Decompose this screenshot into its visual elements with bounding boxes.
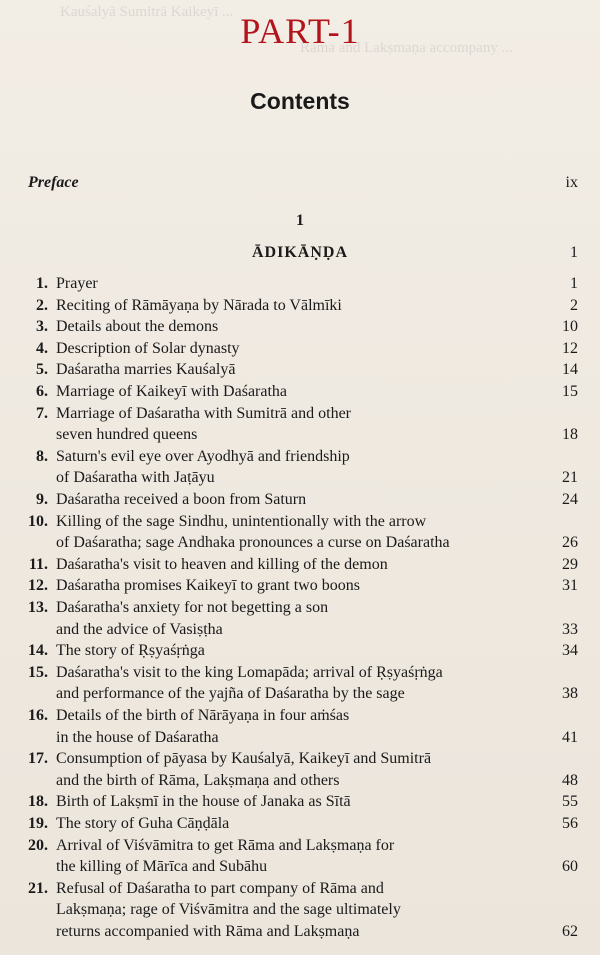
entry-number: 1. xyxy=(36,275,48,292)
entry-title-line: returns accompanied with Rāma and Lakṣmaṇa xyxy=(56,922,360,940)
entry-title xyxy=(56,359,524,381)
entry-title xyxy=(56,640,524,662)
entry-title xyxy=(56,813,524,835)
section-number: 1 xyxy=(296,212,304,229)
entry-title-line: and the advice of Vasiṣṭha xyxy=(56,620,223,638)
entry-title xyxy=(56,575,524,597)
entry-page: 1 xyxy=(570,275,578,292)
entry-title xyxy=(56,554,524,576)
entry-title-line: Marriage of Daśaratha with Sumitrā and other xyxy=(56,404,352,422)
entry-title-line: of Daśaratha; sage Andhaka pronounces a curse on Daśaratha xyxy=(56,534,450,552)
toc-entry[interactable] xyxy=(20,273,578,295)
entry-title xyxy=(56,338,524,360)
preface-label: Preface xyxy=(28,174,79,191)
entry-number: 15. xyxy=(28,663,48,681)
entry-title-line: The story of Guha Cāṇḍāla xyxy=(56,815,230,832)
entry-number: 8. xyxy=(36,447,48,465)
entry-title-line: in the house of Daśaratha xyxy=(56,728,219,746)
entry-page: 48 xyxy=(562,771,578,789)
entry-title-line: Daśaratha's visit to heaven and killing of the demon xyxy=(56,555,388,573)
entry-number: 21. xyxy=(28,879,48,897)
entry-title xyxy=(56,705,524,748)
entry-page: 29 xyxy=(562,555,578,573)
toc-entry[interactable] xyxy=(20,359,578,381)
entry-title-line: Description of Solar dynasty xyxy=(56,339,240,357)
entry-title-line: Daśaratha's visit to the king Lomapāda; arrival of Ṛṣyaśṛṅga xyxy=(56,663,443,681)
toc-entry[interactable] xyxy=(20,705,578,748)
toc-entry[interactable] xyxy=(20,554,578,576)
entry-title xyxy=(56,597,524,640)
toc-entry[interactable] xyxy=(20,791,578,813)
entry-page: 55 xyxy=(562,793,578,811)
entry-title xyxy=(56,273,524,295)
entry-number: 13. xyxy=(28,599,48,616)
entry-page: 21 xyxy=(562,469,578,487)
entry-title xyxy=(56,511,524,554)
toc-entry[interactable] xyxy=(20,316,578,338)
entry-title-line: Refusal of Daśaratha to part company of Rāma and xyxy=(56,879,384,897)
entry-page: 12 xyxy=(562,339,578,357)
entry-number: 9. xyxy=(36,491,48,508)
entry-title-line: Daśaratha received a boon from Saturn xyxy=(56,491,307,508)
entry-page: 10 xyxy=(562,318,578,336)
entry-title xyxy=(56,791,524,813)
entry-title xyxy=(56,489,524,511)
entry-title-line: Details of the birth of Nārāyaṇa in four aṁśas xyxy=(56,707,350,724)
entry-title xyxy=(56,403,524,446)
entry-title-line: the killing of Mārīca and Subāhu xyxy=(56,858,268,876)
entry-number: 19. xyxy=(28,815,48,832)
entry-title-line: The story of Ṛṣyaśṛṅga xyxy=(56,642,205,660)
toc-entry[interactable] xyxy=(20,338,578,360)
entry-title-line: Birth of Lakṣmī in the house of Janaka as Sītā xyxy=(56,793,351,811)
entry-number: 12. xyxy=(28,577,48,595)
entry-title xyxy=(56,835,524,878)
entry-page: 41 xyxy=(562,728,578,746)
section-title[interactable] xyxy=(0,244,600,262)
toc-entry[interactable] xyxy=(20,835,578,878)
entry-page: 24 xyxy=(562,491,578,508)
toc-entry[interactable] xyxy=(20,597,578,640)
entry-page: 2 xyxy=(570,296,578,314)
entry-page: 15 xyxy=(562,383,578,400)
toc-entry[interactable] xyxy=(20,813,578,835)
toc-entry[interactable] xyxy=(20,403,578,446)
entry-title xyxy=(56,316,524,338)
toc-entry[interactable] xyxy=(20,748,578,791)
entry-number: 16. xyxy=(28,707,48,724)
contents-heading: Contents xyxy=(250,88,350,114)
entry-title-line: Arrival of Viśvāmitra to get Rāma and Lakṣmaṇa for xyxy=(56,836,395,854)
entry-page: 33 xyxy=(562,620,578,638)
entry-title-line: Killing of the sage Sindhu, unintentionally with the arrow xyxy=(56,512,427,530)
toc-entry[interactable] xyxy=(20,489,578,511)
entry-number: 4. xyxy=(36,339,48,357)
toc-entry[interactable] xyxy=(20,381,578,403)
toc-entry[interactable] xyxy=(20,575,578,597)
entry-number: 3. xyxy=(36,318,48,336)
entry-title xyxy=(56,381,524,403)
entry-number: 5. xyxy=(36,361,48,379)
part-title: PART-1 xyxy=(240,11,360,51)
entry-number: 11. xyxy=(28,555,48,573)
entry-title xyxy=(56,446,524,489)
entry-title-line: and the birth of Rāma, Lakṣmaṇa and others xyxy=(56,771,340,789)
entry-page: 34 xyxy=(562,642,578,660)
entry-page: 60 xyxy=(562,858,578,876)
entry-number: 10. xyxy=(28,512,48,530)
entry-page: 56 xyxy=(562,815,578,832)
entry-title-line: Daśaratha promises Kaikeyī to grant two boons xyxy=(56,577,360,595)
entry-title-line: Lakṣmaṇa; rage of Viśvāmitra and the sage ultimately xyxy=(56,901,401,919)
toc-entry[interactable] xyxy=(20,878,578,943)
section-title-text: ĀDIKĀṆḌA xyxy=(252,244,348,261)
entry-page: 18 xyxy=(562,426,578,444)
entry-page: 62 xyxy=(562,922,578,940)
toc-entry[interactable] xyxy=(20,446,578,489)
preface-page: ix xyxy=(565,174,578,191)
entry-page: 14 xyxy=(562,361,578,379)
bleed-through-text: Kauśalyā Sumitrā Kaikeyī ... xyxy=(60,4,234,20)
entry-title-line: Daśaratha's anxiety for not begetting a son xyxy=(56,599,329,616)
entry-page: 31 xyxy=(562,577,578,595)
toc-entry[interactable] xyxy=(20,295,578,317)
preface-entry[interactable] xyxy=(28,174,578,192)
bleed-through-text: Rāma and Lakṣmaṇa accompany ... xyxy=(300,40,513,56)
entry-title-line: of Daśaratha with Jaṭāyu xyxy=(56,469,215,487)
entry-title-line: Reciting of Rāmāyaṇa by Nārada to Vālmīki xyxy=(56,296,342,314)
entry-title xyxy=(56,662,524,705)
entry-title-line: Daśaratha marries Kauśalyā xyxy=(56,361,236,379)
section-page: 1 xyxy=(570,244,578,261)
entry-number: 6. xyxy=(36,383,48,400)
entry-title xyxy=(56,878,524,943)
entry-title-line: Saturn's evil eye over Ayodhyā and friendship xyxy=(56,447,350,465)
entry-title-line: Marriage of Kaikeyī with Daśaratha xyxy=(56,383,288,400)
entry-number: 18. xyxy=(28,793,48,811)
entry-number: 14. xyxy=(28,642,48,660)
entry-title-line: seven hundred queens xyxy=(56,426,198,444)
entry-title-line: Details about the demons xyxy=(56,318,219,336)
entry-title-line: and performance of the yajña of Daśaratha by the sage xyxy=(56,685,405,703)
entry-number: 17. xyxy=(28,750,48,768)
entry-page: 26 xyxy=(562,534,578,552)
toc-entry[interactable] xyxy=(20,511,578,554)
toc-entry[interactable] xyxy=(20,662,578,705)
entry-title xyxy=(56,748,524,791)
entry-number: 2. xyxy=(36,296,48,314)
entry-title xyxy=(56,295,524,317)
entry-number: 7. xyxy=(36,404,48,422)
entry-number: 20. xyxy=(28,836,48,854)
entry-page: 38 xyxy=(562,685,578,703)
entry-title-line: Consumption of pāyasa by Kauśalyā, Kaikeyī and Sumitrā xyxy=(56,750,432,768)
entry-title-line: Prayer xyxy=(56,275,98,292)
toc-entry[interactable] xyxy=(20,640,578,662)
